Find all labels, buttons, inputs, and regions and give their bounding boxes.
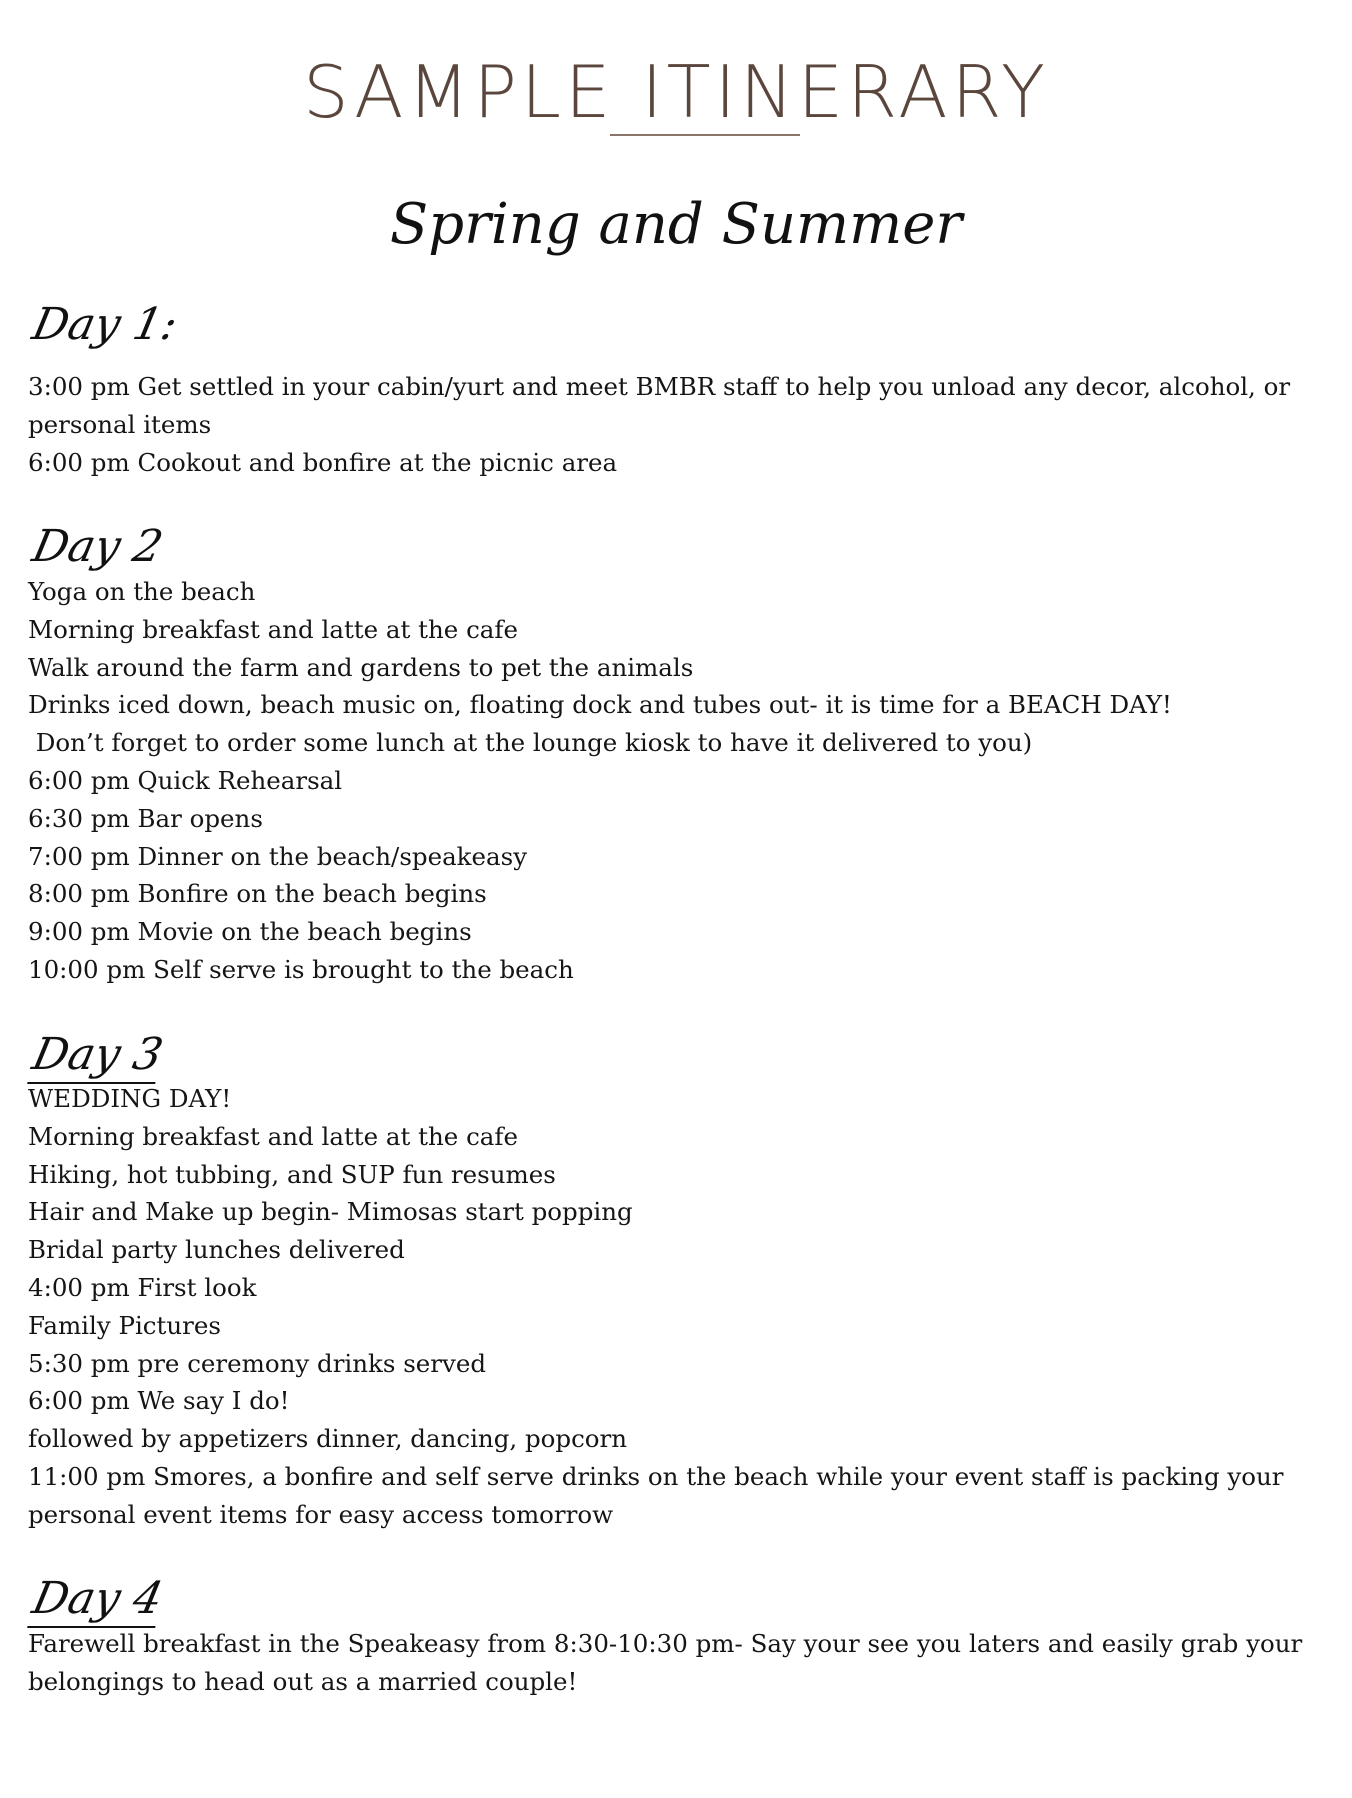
- day-1-heading: Day 1:: [28, 299, 183, 350]
- day-2-line-5: Don’t forget to order some lunch at the lounge kiosk to have it delivered to you): [28, 728, 1033, 758]
- day-2-line-11: 10:00 pm Self serve is brought to the beach: [28, 954, 574, 984]
- day-3-line-7: Family Pictures: [28, 1310, 221, 1340]
- day-3-line-5: Bridal party lunches delivered: [28, 1235, 405, 1265]
- day-3-line-3: Hiking, hot tubbing, and SUP fun resumes: [28, 1159, 556, 1189]
- day-2-line-10: 9:00 pm Movie on the beach begins: [28, 917, 472, 947]
- day-2-heading: Day 2: [28, 521, 168, 572]
- document-title: SAMPLE ITINERARY: [303, 50, 1049, 134]
- day-2-line-4: Drinks iced down, beach music on, floating dock and tubes out- it is time for a BEACH DAY!: [28, 690, 1172, 720]
- title-underline: [610, 134, 800, 136]
- day-3-heading-text: Day 3: [27, 1029, 167, 1084]
- day-2-line-6: 6:00 pm Quick Rehearsal: [28, 765, 343, 795]
- day-2-line-9: 8:00 pm Bonfire on the beach begins: [28, 879, 487, 909]
- day-3-line-10: followed by appetizers dinner, dancing, popcorn: [28, 1424, 628, 1454]
- day-3-line-6: 4:00 pm First look: [28, 1272, 257, 1302]
- day-3-heading: [28, 1030, 167, 1080]
- day-3-line-4: Hair and Make up begin- Mimosas start popping: [28, 1197, 633, 1227]
- day-2-line-2: Morning breakfast and latte at the cafe: [28, 614, 518, 644]
- day-2-line-3: Walk around the farm and gardens to pet the animals: [28, 652, 694, 682]
- day-3-line-2: Morning breakfast and latte at the cafe: [28, 1121, 518, 1151]
- day-2-line-8: 7:00 pm Dinner on the beach/speakeasy: [28, 841, 528, 871]
- day-4-heading-text: Day 4: [27, 1573, 167, 1628]
- day-3-line-9: 6:00 pm We say I do!: [28, 1386, 290, 1416]
- day-3-line-8: 5:30 pm pre ceremony drinks served: [28, 1348, 487, 1378]
- day-1-block: [28, 368, 1328, 481]
- day-2-line-1: Yoga on the beach: [28, 577, 256, 606]
- day-1-line-1: 3:00 pm Get settled in your cabin/yurt and meet BMBR staff to help you unload any decor, alcohol, or personal items: [28, 372, 1291, 439]
- day-3-line-11: 11:00 pm Smores, a bonfire and self serve drinks on the beach while your event staff is packing your personal event items for easy access tomorrow: [28, 1461, 1284, 1529]
- day-3-line-1: WEDDING DAY!: [28, 1084, 232, 1113]
- day-4-heading: [28, 1574, 167, 1624]
- day-1-line-2: 6:00 pm Cookout and bonfire at the picnic area: [28, 447, 618, 477]
- day-2-line-7: 6:30 pm Bar opens: [28, 803, 263, 833]
- day-2-block: [28, 573, 1328, 989]
- day-4-block: [28, 1625, 1328, 1701]
- document-subtitle: Spring and Summer: [389, 192, 963, 257]
- day-4-line-1: Farewell breakfast in the Speakeasy from 8:30-10:30 pm- Say your see you laters and easily grab your belongings to head out as a married couple!: [28, 1629, 1303, 1696]
- day-3-block: [28, 1080, 1328, 1534]
